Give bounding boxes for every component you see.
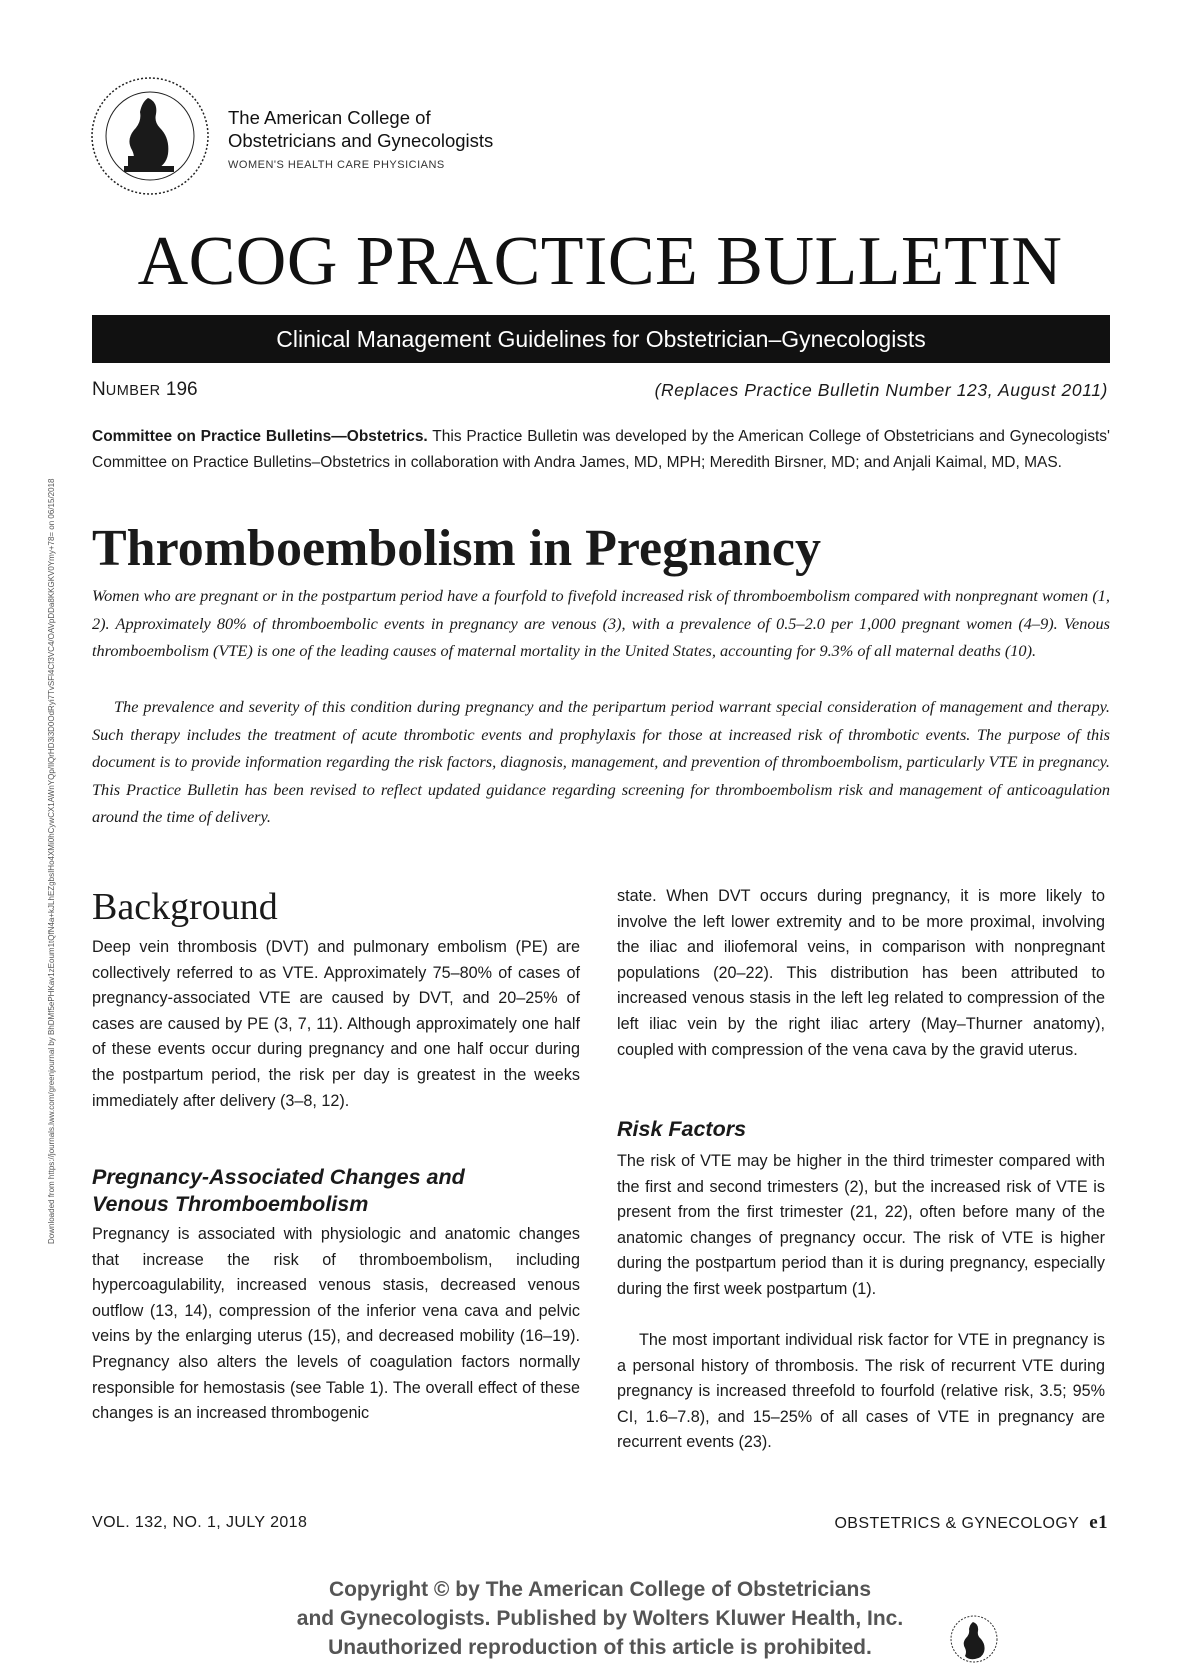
page-number: e1 (1089, 1512, 1108, 1533)
background-paragraph: Deep vein thrombosis (DVT) and pulmonary embolism (PE) are collectively referred to as VTE. Approximately 75–80% of cases of pregnancy-associated VTE are caused by DVT, and 20–25% of cases are caused by PE (3, 7, 11). Although approximately one half of these events occur during pregnancy and one half occur during the postpartum period, the risk per day is greatest in the weeks immediately after delivery (3–8, 12). (92, 938, 580, 1110)
subheading-line1: Pregnancy-Associated Changes and (92, 1165, 465, 1189)
continuation-paragraph: state. When DVT occurs during pregnancy, it is more likely to involve the left lower extremity and to be more proximal, involving the iliac and iliofemoral veins, in comparison with nonpregnant populations (20–22). This distribution has been attributed to increased venous stasis in the left leg related to compression of the left iliac vein by the right iliac artery (May–Thurner anatomy), coupled with compression of the vena cava by the gravid uterus. (617, 887, 1105, 1059)
org-name-line2: Obstetricians and Gynecologists (228, 130, 494, 151)
subheading-line2: Venous Thromboembolism (92, 1192, 369, 1216)
intro-paragraph-2: The prevalence and severity of this condition during pregnancy and the peripartum period warrant special consideration of management and therapy. Such therapy includes the treatment of acute thrombotic events and prophylaxis for those at increased risk of thrombotic events. The purpose of this document is to provide information regarding the risk factors, diagnosis, management, and prevention of thromboembolism, particularly VTE in pregnancy. This Practice Bulletin has been revised to reflect updated guidance regarding screening for thromboembolism risk and management of anticoagulation around the time of delivery. (92, 697, 1110, 827)
journal-name: OBSTETRICS & GYNECOLOGY (834, 1515, 1080, 1532)
pregnancy-changes-heading (92, 1164, 580, 1218)
copyright-notice (0, 1575, 1200, 1662)
number-prefix-rest: UMBER (105, 383, 161, 399)
committee-lead: Committee on Practice Bulletins—Obstetrics. (92, 428, 428, 445)
bulletin-number (92, 378, 198, 403)
org-tagline: WOMEN'S HEALTH CARE PHYSICIANS (228, 159, 445, 171)
copyright-line1: Copyright © by The American College of Obstetricians (328, 1578, 872, 1601)
committee-paragraph (92, 424, 1110, 475)
acog-seal-logo (88, 74, 212, 198)
committee-text: This Practice Bulletin was developed by the American College of Obstetricians and Gynecologists' Committee on Practice Bulletins–Obstetrics in collaboration with Andra James, MD, MPH; Meredith Birsner, MD; and Anjali Kaimal, MD, MAS. (92, 428, 1110, 471)
footer-volume: VOL. 132, NO. 1, JULY 2018 (92, 1514, 308, 1531)
org-name-line1: The American College of (228, 107, 431, 128)
risk-paragraph-2: The most important individual risk factor for VTE in pregnancy is a personal history of thrombosis. The risk of recurrent VTE during pregnancy is increased threefold to fourfold (relative risk, 3.5; 95% CI, 1.6–7.8), and 15–25% of all cases of VTE in pregnancy are recurrent events (23). (617, 1331, 1105, 1452)
number-value: 196 (165, 379, 198, 400)
risk-factors-heading: Risk Factors (617, 1117, 747, 1141)
background-heading: Background (92, 886, 278, 928)
number-prefix-letter: N (92, 379, 106, 400)
article-title: Thromboembolism in Pregnancy (92, 520, 822, 577)
guidelines-banner: Clinical Management Guidelines for Obstetrician–Gynecologists (92, 315, 1110, 363)
small-seal-icon (945, 1614, 1003, 1664)
footer-journal (834, 1513, 1108, 1534)
pregnancy-changes-paragraph: Pregnancy is associated with physiologic and anatomic changes that increase the risk of thromboembolism, including hypercoagulability, increased venous stasis, decreased venous outflow (13, 14), compression of the inferior vena cava and pelvic veins by the enlarging uterus (15), and decreased mobility (16–19). Pregnancy also alters the levels of coagulation factors normally responsible for hemostasis (see Table 1). The overall effect of these changes is an increased thrombogenic (92, 1225, 580, 1423)
replaces-note: (Replaces Practice Bulletin Number 123, August 2011) (654, 380, 1108, 400)
bulletin-title: ACOG PRACTICE BULLETIN (137, 223, 1063, 300)
copyright-line3: Unauthorized reproduction of this article is prohibited. (328, 1636, 872, 1659)
risk-paragraph-1: The risk of VTE may be higher in the third trimester compared with the first and second trimesters (2), but the increased risk of VTE is present from the first trimester (21, 22), often before many of the anatomic changes of pregnancy occur. The risk of VTE is higher during the postpartum period than it is during pregnancy, especially during the first week postpartum (1). (617, 1152, 1105, 1298)
intro-paragraph-1: Women who are pregnant or in the postpartum period have a fourfold to fivefold increased risk of thromboembolism compared with nonpregnant women (1, 2). Approximately 80% of thromboembolic events in pregnancy are venous (3), with a prevalence of 0.5–2.0 per 1,000 pregnant women (4–9). Venous thromboembolism (VTE) is one of the leading causes of maternal mortality in the United States, accounting for 9.3% of all maternal deaths (10). (92, 586, 1110, 661)
copyright-line2: and Gynecologists. Published by Wolters Kluwer Health, Inc. (296, 1607, 904, 1630)
side-download-note: Downloaded from https://journals.lww.com/greenjournal by BhDMf5ePHKav1zEoum1tQfN4a+kJLhEZgbsIHo4XMi0hCywCX1AWnYQp/IlQrHD3i3D0OdRyi7TvSFl4Cf3VC4/OAVpDDa8KKGKV0Ymy+78= on 06/15/2018 (47, 478, 56, 1244)
